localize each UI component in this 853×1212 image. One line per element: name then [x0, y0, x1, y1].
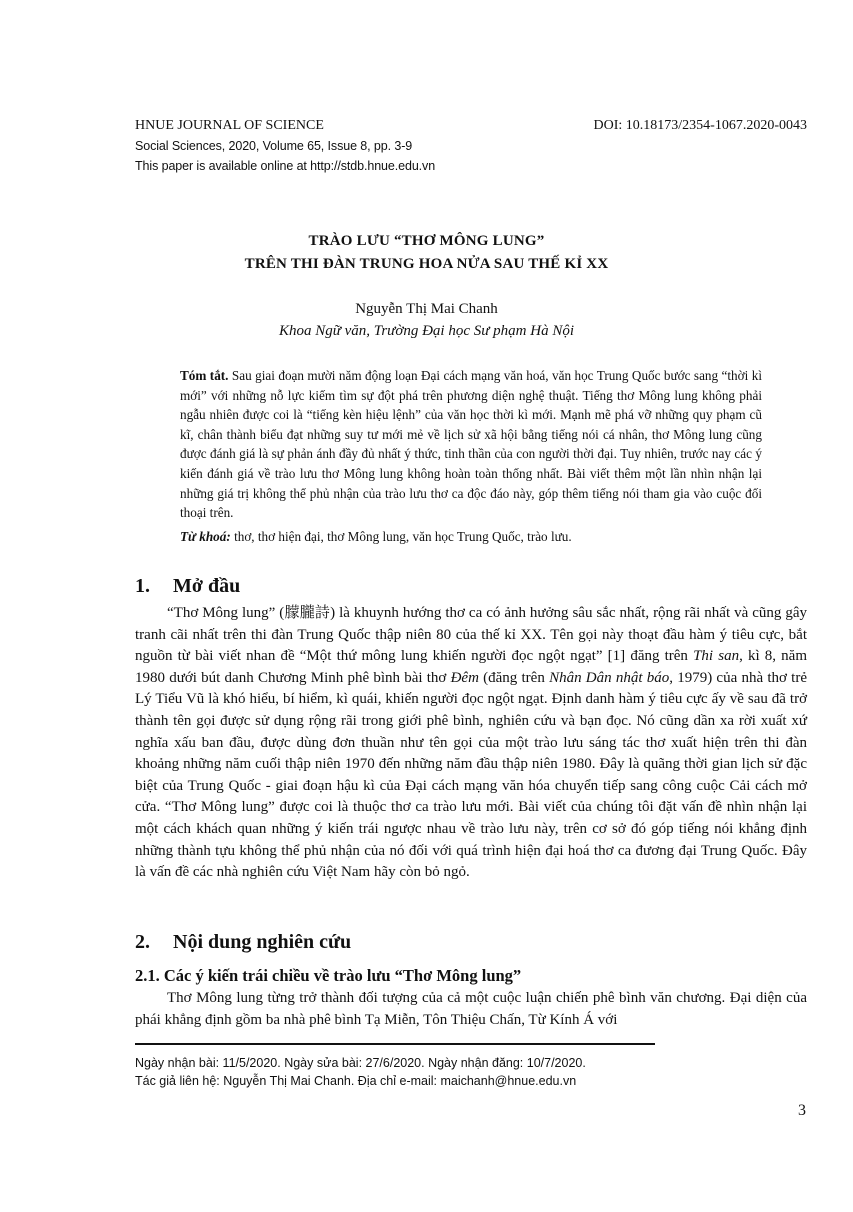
section-1-heading: 1. Mở đầu [135, 575, 241, 597]
paragraph: “Thơ Mông lung” (朦朧詩) là khuynh hướng thơ ca có ảnh hưởng sâu sắc nhất, rộng rãi nhất và cũng gây tranh cãi nhất trên thi đàn Trung Quốc thập niên 80 của thế kỉ XX. Tên gọi này thoạt đầu hàm ý tiêu cực, bắt nguồn từ bài viết nhan đề “Một thứ mông lung khiến người đọc ngột ngạt” [1] đăng trên Thi san, kì 8, năm 1980 dưới bút danh Chương Minh phê bình bài thơ Đêm (đăng trên Nhân Dân nhật báo, 1979) của nhà thơ trẻ Lý Tiểu Vũ là khó hiểu, bí hiểm, kì quái, khiến người đọc ngột ngạt. Định danh hàm ý tiêu cực ấy về sau đã trở thành tên gọi được sử dụng rộng rãi trong giới phê bình, nghiên cứu và bạn đọc. Nó cũng dần xa rời xuất xứ nghĩa xấu ban đầu, được dùng đơn thuần như tên gọi của một trào lưu sáng tác thơ xuất hiện trên thi đàn khoảng những năm cuối thập niên 1970 đến những năm đầu thập niên 1980. Đây là quãng thời gian lịch sử đặc biệt của Trung Quốc - giai đoạn hậu kì của Đại cách mạng văn hóa chuyển tiếp sang công cuộc Cải cách mở cửa. “Thơ Mông lung” được coi là thuộc thơ ca trào lưu mới. Bài viết của chúng tôi đặt vấn đề nhìn nhận lại một cách khách quan những ý kiến trái ngược nhau về trào lưu này, trên cơ sở đó góp tiếng nói khẳng định những thành tựu không thể phủ nhận của nó đối với quá trình hiện đại hoá thơ ca đương đại Trung Quốc. Đây là vấn đề các nhà nghiên cứu Việt Nam hãy còn bỏ ngỏ. [135, 605, 807, 881]
section-1-body [135, 603, 807, 884]
subsection-2-1-heading: 2.1. Các ý kiến trái chiều về trào lưu “Thơ Mông lung” [135, 966, 522, 985]
author-block [0, 298, 853, 342]
author-affiliation: Khoa Ngữ văn, Trường Đại học Sư phạm Hà Nội [278, 323, 575, 339]
doi: DOI: 10.18173/2354-1067.2020-0043 [593, 118, 807, 133]
journal-name: HNUE JOURNAL OF SCIENCE [135, 118, 324, 133]
author-name: Nguyễn Thị Mai Chanh [355, 301, 498, 317]
journal-header [135, 116, 807, 176]
abstract [180, 366, 762, 546]
footnote-contact: Tác giả liên hệ: Nguyễn Thị Mai Chanh. Địa chỉ e-mail: maichanh@hnue.edu.vn [135, 1074, 577, 1088]
section-2-body [135, 988, 807, 1031]
paper-title [0, 230, 853, 276]
footnote-rule [135, 1043, 655, 1045]
abstract-label: Tóm tắt. [180, 368, 229, 383]
footnote-dates: Ngày nhận bài: 11/5/2020. Ngày sửa bài: 27/6/2020. Ngày nhận đăng: 10/7/2020. [135, 1056, 586, 1070]
paragraph: Thơ Mông lung từng trở thành đối tượng của cả một cuộc luận chiến phê bình văn chương. Đại diện của phái khẳng định gồm ba nhà phê bình Tạ Miễn, Tôn Thiệu Chấn, Từ Kính Á với [135, 990, 807, 1028]
keywords-label: Từ khoá: [180, 528, 231, 544]
abstract-text: Sau giai đoạn mười năm động loạn Đại cách mạng văn hoá, văn học Trung Quốc bước sang “thời kì mới” với những nỗ lực kiếm tìm sự đột phá trên phương diện nghệ thuật. Tiếng thơ Mông lung không phải ngẫu nhiên được coi là “tiếng kèn hiệu lệnh” của văn học thời kì mới. Mạnh mẽ phá vỡ những quy phạm cũ kĩ, chân thành biểu đạt những suy tư mới mẻ về lịch sử xã hội bằng tiếng nói cá nhân, thơ Mông lung cũng được đánh giá là sự phản ánh đầy đủ nhất ý thức, tinh thần của con người thời đại. Tuy nhiên, trước nay các ý kiến đánh giá về trào lưu thơ Mông lung không hoàn toàn thống nhất. Bài viết thêm một lần nhìn nhận lại những giá trị không thể phủ nhận của trào lưu thơ ca độc đáo này, góp thêm tiếng nói tham gia vào cuộc đối thoại trên. [180, 368, 762, 521]
series-line: Social Sciences, 2020, Volume 65, Issue 8, pp. 3-9 [135, 139, 413, 153]
online-line: This paper is available online at http://stdb.hnue.edu.vn [135, 159, 436, 173]
footnote [135, 1054, 586, 1090]
section-2-heading: 2. Nội dung nghiên cứu [135, 931, 352, 953]
page-number: 3 [798, 1102, 806, 1119]
title-line-1: TRÀO LƯU “THƠ MÔNG LUNG” [308, 233, 545, 249]
keywords: thơ, thơ hiện đại, thơ Mông lung, văn học Trung Quốc, trào lưu. [230, 528, 572, 544]
title-line-2: TRÊN THI ĐÀN TRUNG HOA NỬA SAU THẾ KỈ XX [244, 256, 609, 272]
